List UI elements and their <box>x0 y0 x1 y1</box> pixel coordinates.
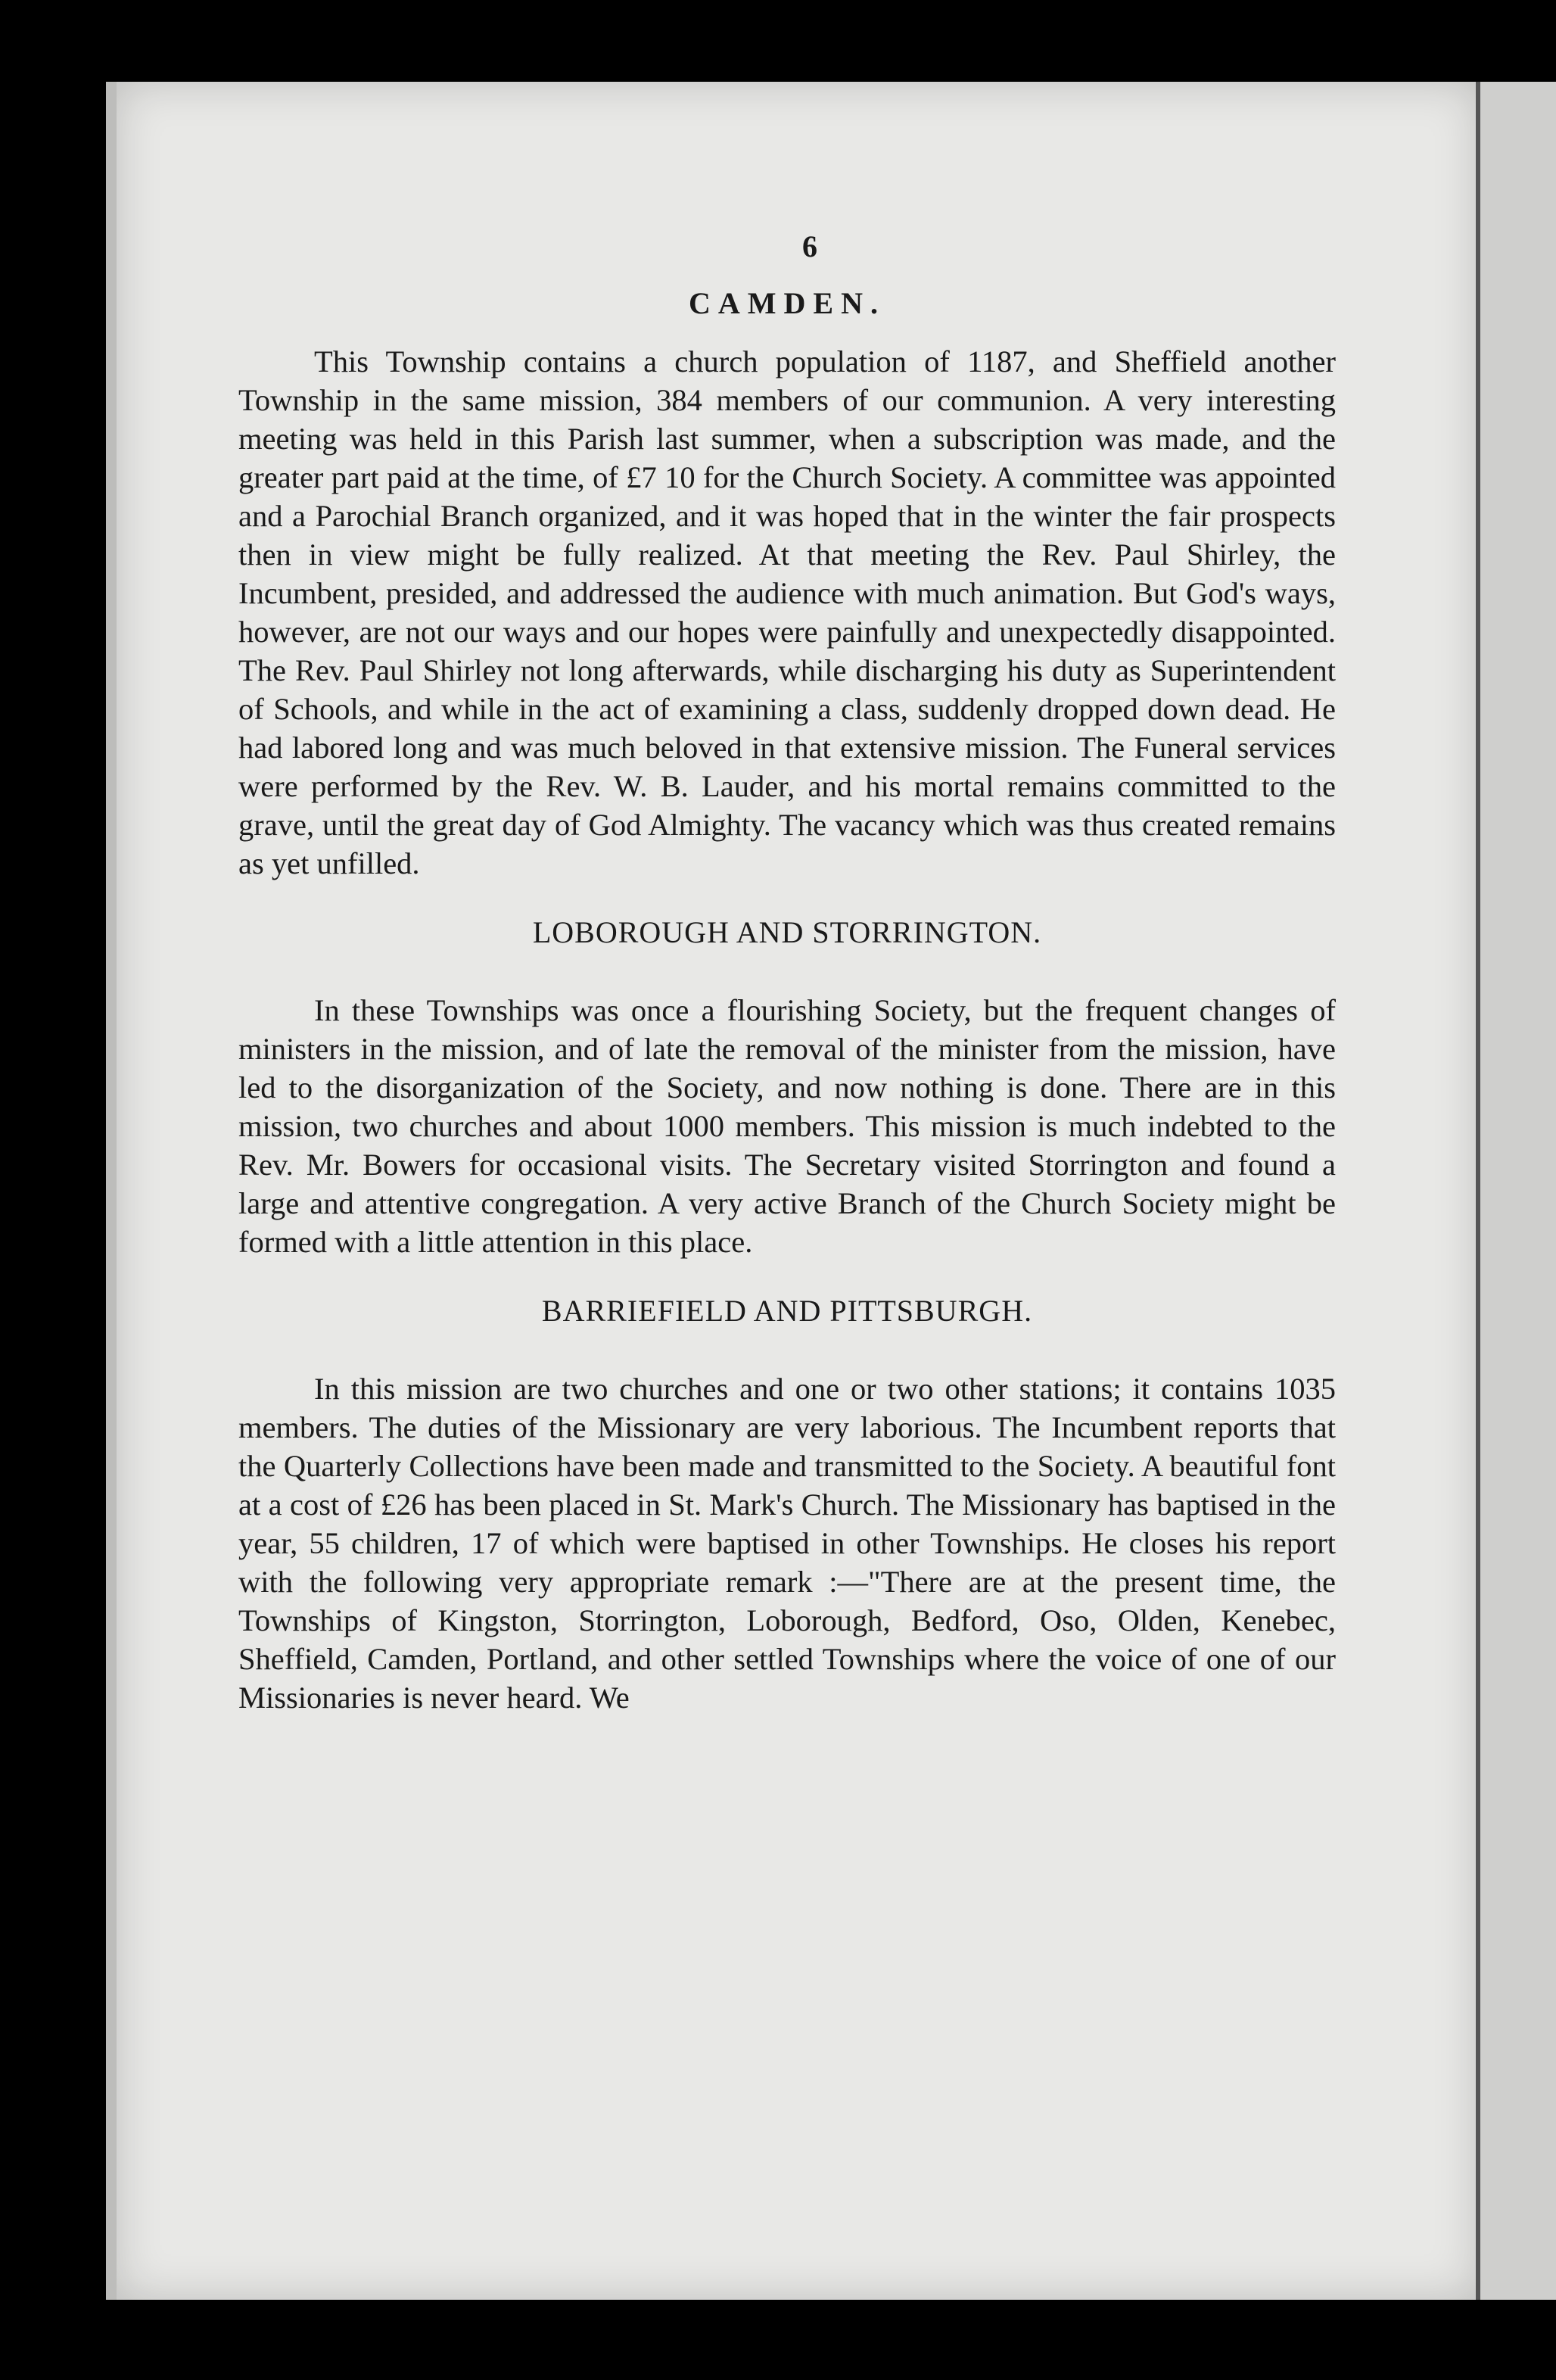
adjacent-page-edge <box>1476 82 1556 2300</box>
paragraph-barriefield-pittsburgh: In this mission are two churches and one or two other stations; it contains 1035 members. The duties of the Missionary are very laborious. The Incumbent reports that the Quarterly Collections have been made and transmitted to the Society. A beautiful font at a cost of £26 has been placed in St. Mark's Church. The Missionary has baptised in the year, 55 children, 17 of which were baptised in other Townships. He closes his report with the following very appropriate remark :—"There are at the present time, the Townships of Kingston, Storrington, Loborough, Bedford, Oso, Olden, Kenebec, Sheffield, Camden, Portland, and other settled Townships where the voice of one of our Missionaries is never heard. We <box>238 1372 1336 1715</box>
heading-loborough-storrington: LOBOROUGH AND STORRINGTON. <box>532 915 1042 949</box>
paragraph-camden: This Township contains a church population of 1187, and Sheffield another Township in the same mission, 384 members of our communion. A very interesting meeting was held in this Parish last summer, when a subscription was made, and the greater part paid at the time, of £7 10 for the Church Society. A committee was appointed and a Parochial Branch organized, and it was hoped that in the winter the fair prospects then in view might be fully realized. At that meeting the Rev. Paul Shirley, the Incumbent, presided, and addressed the audience with much animation. But God's ways, however, are not our ways and our hopes were painfully and unexpectedly disappointed. The Rev. Paul Shirley not long afterwards, while discharging his duty as Superintendent of Schools, and while in the act of examining a class, suddenly dropped down dead. He had labored long and was much beloved in that extensive mission. The Funeral services were performed by the Rev. W. B. Lauder, and his mortal remains committed to the grave, until the great day of God Almighty. The vacancy which was thus created remains as yet unfilled. <box>238 344 1336 880</box>
paragraph-loborough-storrington: In these Townships was once a flourishing Society, but the frequent changes of ministers in the mission, and of late the removal of the minister from the mission, have led to the disorganization of the Society, and now nothing is done. There are in this mission, two churches and about 1000 members. This mission is much indebted to the Rev. Mr. Bowers for occasional visits. The Secretary visited Storrington and found a large and attentive congregation. A very active Branch of the Church Society might be formed with a little attention in this place. <box>238 993 1336 1259</box>
heading-barriefield-pittsburgh: BARRIEFIELD AND PITTSBURGH. <box>541 1294 1033 1328</box>
heading-camden: CAMDEN. <box>689 286 885 320</box>
page-content <box>238 227 1336 1717</box>
page-number: 6 <box>802 229 817 263</box>
